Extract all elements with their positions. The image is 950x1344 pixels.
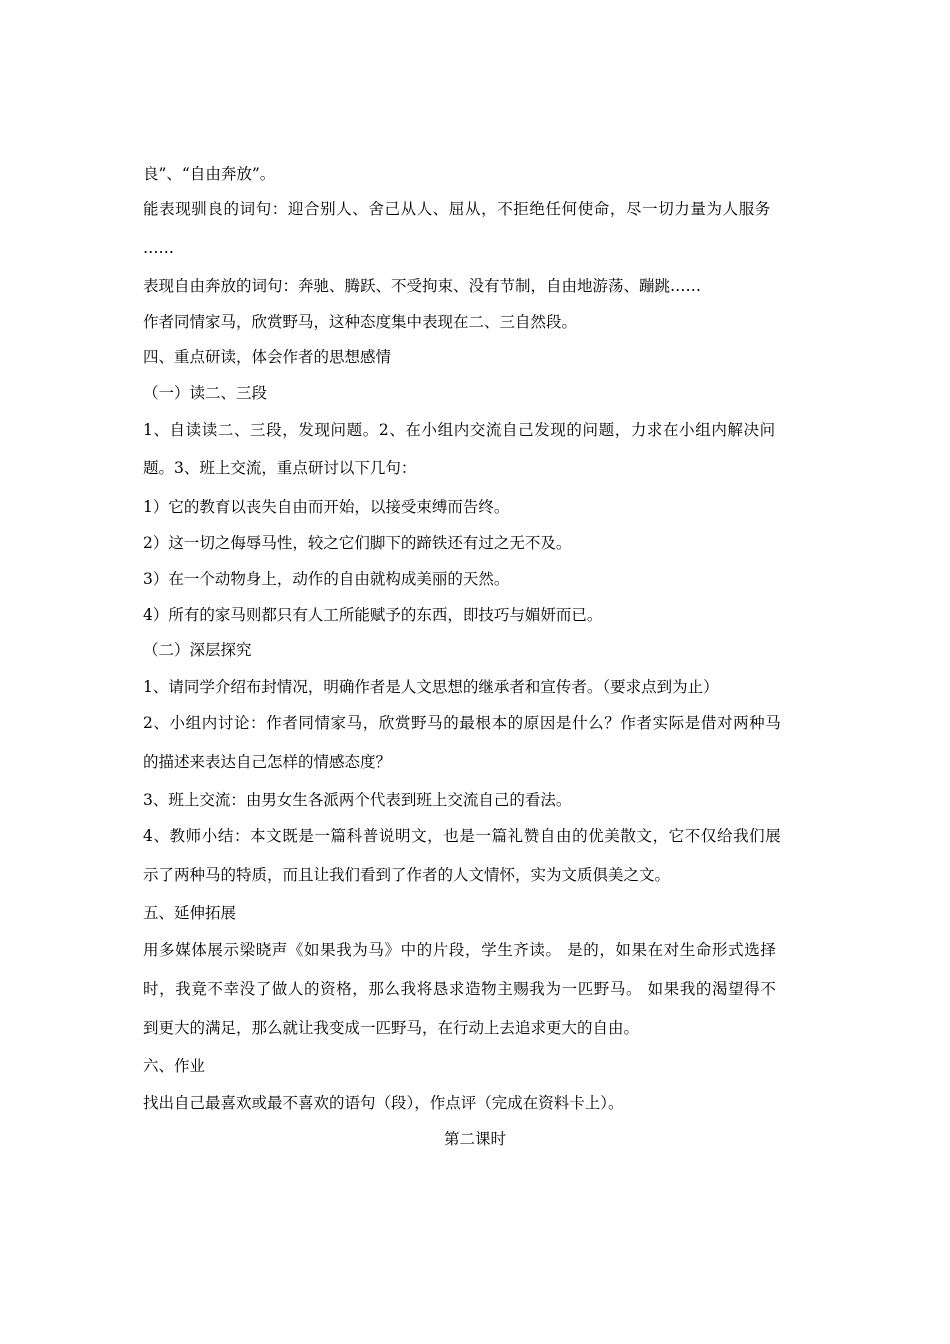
text-line: 1、请同学介绍布封情况，明确作者是人文思想的继承者和宣传者。（要求点到为止）: [143, 678, 719, 696]
subsection-heading: （一）读二、三段: [143, 384, 268, 402]
text-line: 能表现驯良的词句：迎合别人、舍己从人、屈从，不拒绝任何使命，尽一切力量为人服务: [143, 200, 771, 218]
text-line: 题。3、班上交流，重点研讨以下几句：: [143, 459, 417, 477]
text-line: 作者同情家马，欣赏野马，这种态度集中表现在二、三自然段。: [143, 313, 578, 331]
text-line: 时，我竟不幸没了做人的资格，那么我将恳求造物主赐我为一匹野马。 如果我的渴望得不: [143, 980, 777, 998]
text-line: 到更大的满足，那么就让我变成一匹野马，在行动上去追求更大的自由。: [143, 1019, 640, 1037]
section-heading: 四、重点研读，体会作者的思想感情: [143, 348, 392, 366]
text-line: 3）在一个动物身上，动作的自由就构成美丽的天然。: [143, 570, 510, 588]
text-line: 4）所有的家马则都只有人工所能赋予的东西，即技巧与媚妍而已。: [143, 606, 603, 624]
text-line: 用多媒体展示梁晓声《如果我为马》中的片段，学生齐读。 是的，如果在对生命形式选择: [143, 941, 777, 959]
text-line: 找出自己最喜欢或最不喜欢的语句（段），作点评（完成在资料卡上）。: [143, 1094, 624, 1112]
text-line: ……: [143, 239, 174, 257]
text-line: 良”、“自由奔放”。: [143, 165, 276, 183]
text-line: 示了两种马的特质，而且让我们看到了作者的人文情怀，实为文质俱美之文。: [143, 866, 671, 884]
text-line: 4、教师小结：本文既是一篇科普说明文，也是一篇礼赞自由的优美散文，它不仅给我们展: [143, 827, 782, 845]
text-line: 表现自由奔放的词句：奔驰、腾跃、不受拘束、没有节制，自由地游荡、蹦跳……: [143, 277, 702, 295]
text-line: 的描述来表达自己怎样的情感态度？: [143, 753, 392, 771]
text-line: 3、班上交流：由男女生各派两个代表到班上交流自己的看法。: [143, 791, 572, 809]
text-line: 2、小组内讨论：作者同情家马，欣赏野马的最根本的原因是什么？作者实际是借对两种马: [143, 714, 782, 732]
lesson-title: 第二课时: [443, 1130, 506, 1148]
section-heading: 五、延伸拓展: [143, 904, 237, 922]
text-line: 1、自读读二、三段，发现问题。2、在小组内交流自己发现的问题，力求在小组内解决问: [143, 421, 776, 439]
subsection-heading: （二）深层探究: [143, 641, 252, 659]
text-line: 2）这一切之侮辱马性，较之它们脚下的蹄铁还有过之无不及。: [143, 534, 572, 552]
section-heading: 六、作业: [143, 1057, 206, 1075]
text-line: 1）它的教育以丧失自由而开始，以接受束缚而告终。: [143, 498, 510, 516]
